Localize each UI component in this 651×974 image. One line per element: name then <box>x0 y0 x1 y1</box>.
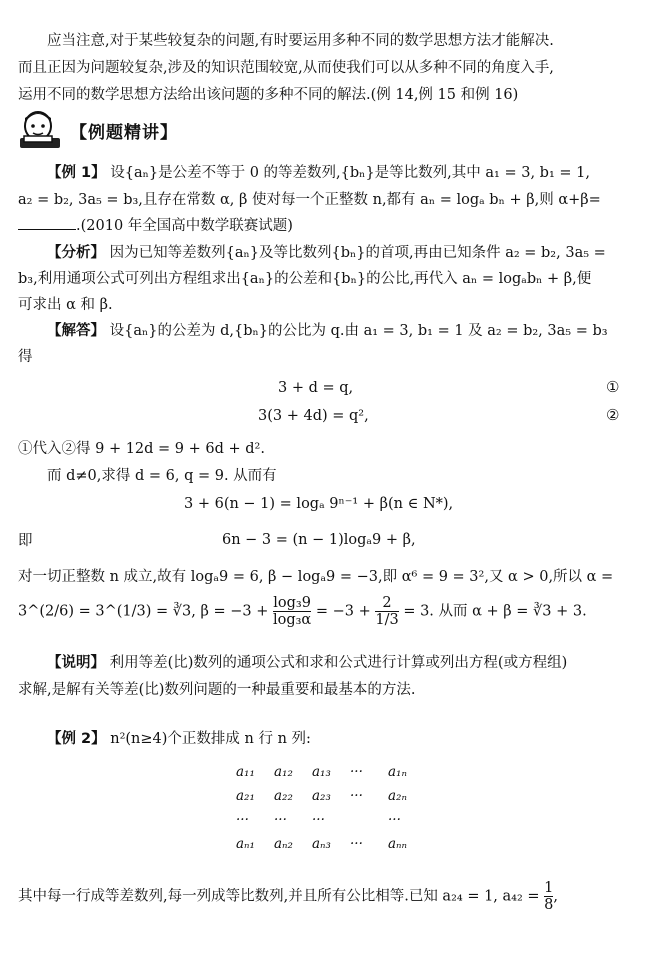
analysis-label: 【分析】 <box>47 245 105 261</box>
matrix-cell: a₂ₙ <box>388 788 407 804</box>
example2-last-text: 其中每一行成等差数列,每一列成等比数列,并且所有公比相等.已知 a₂₄ = 1, a₄₂ = <box>18 888 540 905</box>
matrix-cell: aₙ₂ <box>274 836 293 852</box>
matrix-row <box>236 808 426 832</box>
two-fraction <box>375 595 398 628</box>
matrix-cell: ··· <box>350 764 363 780</box>
example1-line-1 <box>18 160 590 186</box>
log-fraction <box>273 595 311 628</box>
example1-line-3 <box>18 213 293 239</box>
equation-2: 3(3 + 4d) = q², <box>258 408 369 424</box>
matrix-cell: aₙ₁ <box>236 836 255 852</box>
eighth-fraction <box>544 880 553 913</box>
substitution-line: ①代入②得 9 + 12d = 9 + 6d + d². <box>18 441 265 457</box>
conclusion-line-1: 对一切正整数 n 成立,故有 logₐ9 = 6, β − logₐ9 = −3,即 α⁶ = 9 = 3²,又 α > 0,所以 α = <box>18 569 614 585</box>
solution-label: 【解答】 <box>47 323 105 339</box>
equation-3: 3 + 6(n − 1) = logₐ 9ⁿ⁻¹ + β(n ∈ N*), <box>184 496 454 512</box>
note-label: 【说明】 <box>47 655 105 671</box>
solution-text-1: 设{aₙ}的公差为 d,{bₙ}的公比为 q.由 a₁ = 3, b₁ = 1 及 a₂ = b₂, 3a₅ = b₃ <box>109 323 608 339</box>
two-fraction-num: 2 <box>382 595 392 611</box>
intro-line-3: 运用不同的数学思想方法给出该问题的多种不同的解法.(例 14,例 15 和例 16) <box>18 87 519 103</box>
matrix-row <box>236 760 426 784</box>
example2-label: 【例 2】 <box>47 731 106 747</box>
equation-1: 3 + d = q, <box>278 380 354 396</box>
matrix-cell: ··· <box>388 812 401 828</box>
intro-line-2: 而且正因为问题较复杂,涉及的知识范围较宽,从而使我们可以从多种不同的角度入手, <box>18 60 554 76</box>
matrix-cell: aₙₙ <box>388 836 407 852</box>
analysis-line-3: 可求出 α 和 β. <box>18 297 113 313</box>
equation-2-number: ② <box>606 406 620 424</box>
matrix-cell: aₙ₃ <box>312 836 331 852</box>
conclusion-part-b: = −3 + <box>315 603 371 620</box>
analysis-line-1 <box>18 240 606 266</box>
example2-last-tail: , <box>553 888 558 905</box>
matrix-cell: ··· <box>350 836 363 852</box>
eighth-fraction-num: 1 <box>544 880 554 896</box>
student-reading-icon <box>18 108 62 152</box>
matrix-cell: ··· <box>236 812 249 828</box>
matrix-cell: ··· <box>312 812 325 828</box>
conclusion-part-c: = 3. 从而 α + β = ∛3 + 3. <box>403 603 587 620</box>
matrix-table <box>236 760 426 856</box>
equation-1-number: ① <box>606 378 620 396</box>
section-title: 【例题精讲】 <box>70 123 178 143</box>
analysis-line-2: b₃,利用通项公式可列出方程组求出{aₙ}的公差和{bₙ}的公比,再代入 aₙ = logₐbₙ + β,便 <box>18 271 592 287</box>
then-line: 而 d≠0,求得 d = 6, q = 9. 从而有 <box>47 468 277 484</box>
equation-4: 6n − 3 = (n − 1)logₐ9 + β, <box>222 532 416 548</box>
matrix-cell: a₂₂ <box>274 788 293 804</box>
two-fraction-den: 1/3 <box>375 612 399 628</box>
matrix-cell: ··· <box>350 788 363 804</box>
matrix-row <box>236 784 426 808</box>
matrix-cell: a₁₂ <box>274 764 293 780</box>
matrix-row <box>236 832 426 856</box>
matrix-cell: a₁ₙ <box>388 764 407 780</box>
solution-line-1 <box>18 318 608 344</box>
solution-line-2: 得 <box>18 349 33 365</box>
answer-blank <box>18 215 76 230</box>
matrix-cell: a₂₁ <box>236 788 255 804</box>
conclusion-part-a: 3^(2/6) = 3^(1/3) = ∛3, β = −3 + <box>18 603 269 620</box>
matrix-cell <box>350 808 388 832</box>
matrix-cell: a₁₁ <box>236 764 255 780</box>
section-banner <box>18 108 258 152</box>
matrix-cell: a₁₃ <box>312 764 331 780</box>
note-line-1 <box>18 650 567 676</box>
note-line-2: 求解,是解有关等差(比)数列问题的一种最重要和最基本的方法. <box>18 682 416 698</box>
log-fraction-den: log₃α <box>272 612 312 628</box>
matrix-cell: ··· <box>274 812 287 828</box>
example2-line-1 <box>18 726 311 752</box>
intro-line-1: 应当注意,对于某些较复杂的问题,有时要运用多种不同的数学思想方法才能解决. <box>47 33 554 49</box>
matrix-cell: a₂₃ <box>312 788 331 804</box>
analysis-text-1: 因为已知等差数列{aₙ}及等比数列{bₙ}的首项,再由已知条件 a₂ = b₂, 3a₅ = <box>109 245 606 261</box>
example2-last-line <box>18 880 558 913</box>
example1-label: 【例 1】 <box>47 165 106 181</box>
note-text-1: 利用等差(比)数列的通项公式和求和公式进行计算或列出方程(或方程组) <box>109 655 568 671</box>
example1-line-2: a₂ = b₂, 3a₅ = b₃,且存在常数 α, β 使对每一个正整数 n,都有 aₙ = logₐ bₙ + β,则 α+β= <box>18 192 601 208</box>
example2-intro: n²(n≥4)个正数排成 n 行 n 列: <box>110 731 311 747</box>
log-fraction-num: log₃9 <box>273 595 311 611</box>
example1-text-1: 设{aₙ}是公差不等于 0 的等差数列,{bₙ}是等比数列,其中 a₁ = 3, b₁ = 1, <box>110 165 590 181</box>
eighth-fraction-den: 8 <box>544 897 554 913</box>
conclusion-line-2 <box>18 595 587 628</box>
ji-word: 即 <box>18 533 33 549</box>
example1-source: .(2010 年全国高中数学联赛试题) <box>76 218 293 234</box>
